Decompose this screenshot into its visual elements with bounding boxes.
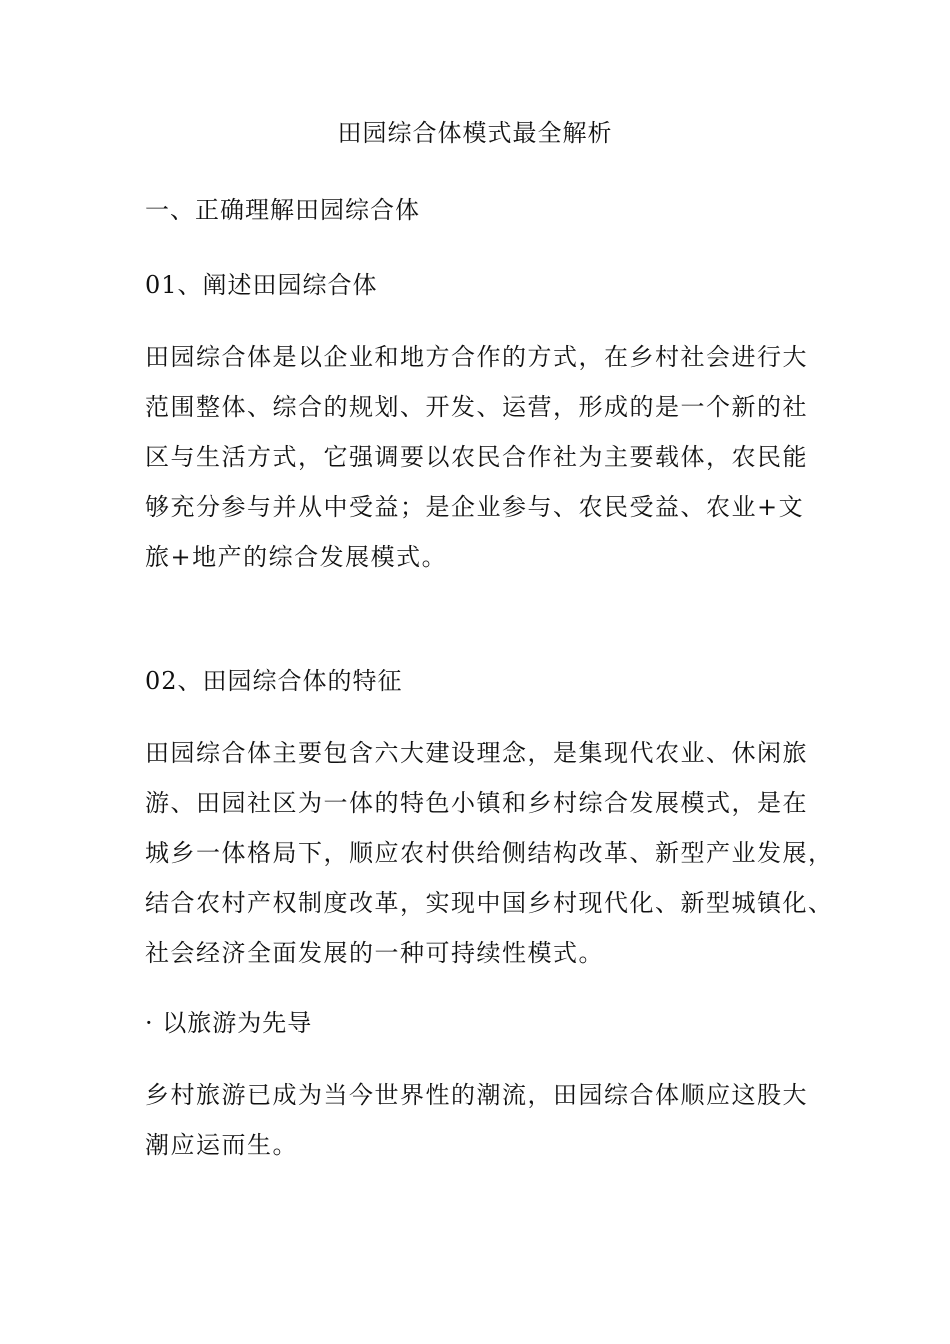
text-line: 够充分参与并从中受益；是企业参与、农民受益、农业+文 <box>145 493 805 521</box>
text-line: 田园综合体是以企业和地方合作的方式，在乡村社会进行大 <box>145 343 808 371</box>
section-heading: 一、正确理解田园综合体 <box>145 196 420 224</box>
subsection-heading-01: 01、阐述田园综合体 <box>145 271 378 299</box>
text-line: 乡村旅游已成为当今世界性的潮流，田园综合体顺应这股大 <box>145 1081 808 1109</box>
paragraph-tourism <box>145 1070 815 1170</box>
text-line: 旅+地产的综合发展模式。 <box>145 543 448 571</box>
text-line: 城乡一体格局下，顺应农村供给侧结构改革、新型产业发展， <box>145 839 834 867</box>
bullet-heading: · 以旅游为先导 <box>145 1009 313 1037</box>
subsection-heading-02: 02、田园综合体的特征 <box>145 667 403 695</box>
text-line: 社会经济全面发展的一种可持续性模式。 <box>145 939 604 967</box>
text-line: 区与生活方式，它强调要以农民合作社为主要载体，农民能 <box>145 443 808 471</box>
paragraph-features <box>145 728 834 978</box>
text-line: 潮应运而生。 <box>145 1131 298 1159</box>
text-line: 游、田园社区为一体的特色小镇和乡村综合发展模式，是在 <box>145 789 808 817</box>
paragraph-definition <box>145 332 815 582</box>
document-title: 田园综合体模式最全解析 <box>337 119 613 147</box>
text-line: 田园综合体主要包含六大建设理念，是集现代农业、休闲旅 <box>145 739 808 767</box>
text-line: 结合农村产权制度改革，实现中国乡村现代化、新型城镇化、 <box>145 889 834 917</box>
text-line: 范围整体、综合的规划、开发、运营，形成的是一个新的社 <box>145 393 808 421</box>
